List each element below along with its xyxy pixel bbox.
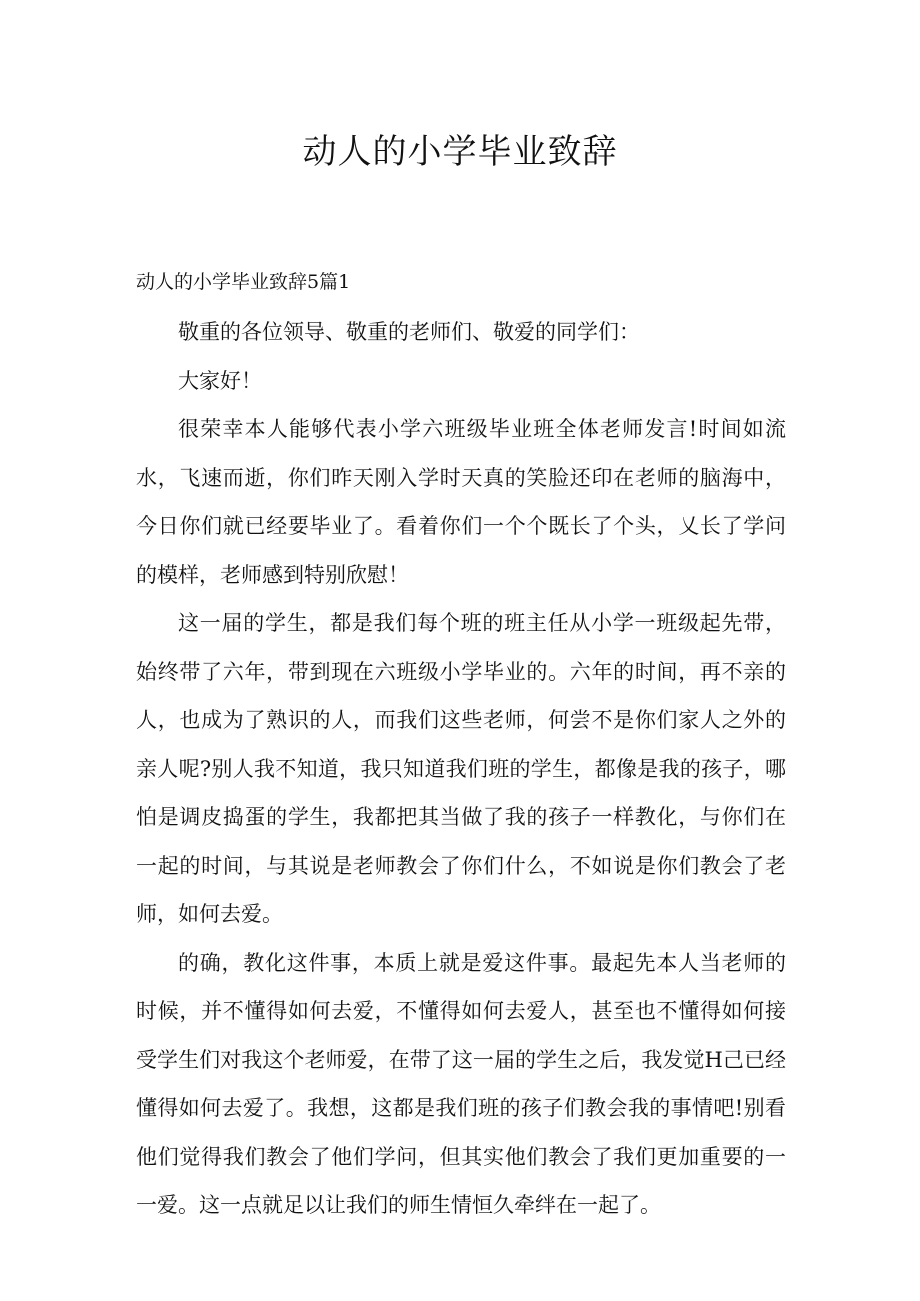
paragraph-greeting: 大家好！ [178, 368, 262, 393]
paragraph-education-love: 的确，教化这件事，本质上就是爱这件事。最起先本人当老师的时候，并不懂得如何去爱，不懂得如何去爱人，甚至也不懂得如何接受学生们对我这个老师爱，在带了这一届的学生之后，我发觉H己已经懂得如何去爱了。我想，这都是我们班的孩子们教会我的事情吧!别看他们觉得我们教会了他们学问，但其实他们教会了我们更加重要的一一爱。这一点就足以让我们的师生情恒久牵绊在一起了。 [136, 950, 786, 1217]
paragraph-salutation: 敬重的各位领导、敬重的老师们、敬爱的同学们： [178, 320, 640, 344]
paragraph-honor: 很荣幸本人能够代表小学六班级毕业班全体老师发言!时间如流水，飞速而逝，你们昨天刚入学时天真的笑脸还印在老师的脑海中，今日你们就已经要毕业了。看着你们一个个既长了个头，乂长了学问的模样，老师感到特别欣慰！ [136, 417, 786, 587]
document-subtitle: 动人的小学毕业致辞5篇1 [136, 271, 351, 293]
document-title: 动人的小学毕业致辞 [302, 132, 618, 172]
paragraph-six-years: 这一届的学生，都是我们每个班的班主任从小学一班级起先带，始终带了六年，带到现在六班级小学毕业的。六年的时间，再不亲的人，也成为了熟识的人，而我们这些老师，何尝不是你们家人之外的亲人呢?别人我不知道，我只知道我们班的学生，都像是我的孩子，哪怕是调皮捣蛋的学生，我都把其当做了我的孩子一样教化，与你们在一起的时间，与其说是老师教会了你们什么，不如说是你们教会了老师，如何去爱。 [136, 611, 786, 926]
document-body [136, 308, 786, 1230]
